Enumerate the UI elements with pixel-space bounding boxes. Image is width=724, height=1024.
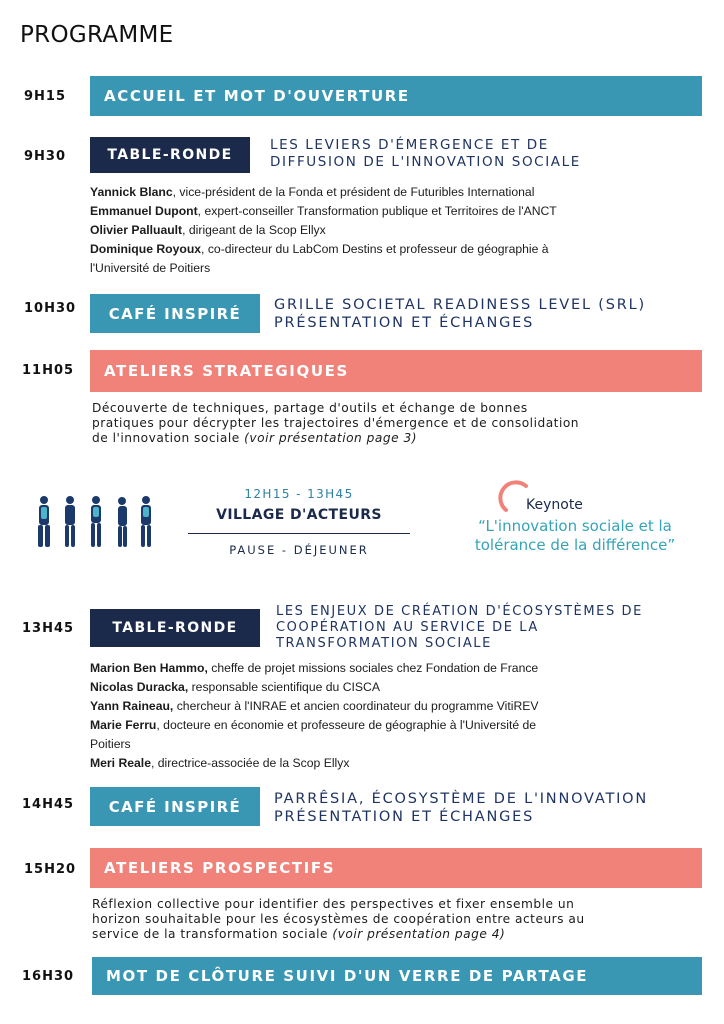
desc-line: Découverte de techniques, partage d'outils et échange de bonnes [92,401,528,415]
ateliers-prospectifs-bar: ATELIERS PROSPECTIFS [90,848,702,888]
speaker-role: , dirigeant de la Scop Ellyx [182,223,326,237]
mot-de-cloture-bar: MOT DE CLÔTURE SUIVI D'UN VERRE DE PARTAGE [92,957,702,995]
desc-line: horizon souhaitable pour les écosystèmes de coopération entre acteurs au [92,912,585,926]
speaker-name: Marie Ferru [90,718,157,732]
speaker-role: , directrice-associée de la Scop Ellyx [150,756,350,770]
table-ronde-2-heading [276,604,643,652]
time-9h30: 9H30 [24,149,67,164]
speaker-name: Yann Raineau, [90,699,174,713]
speaker-row [90,678,710,697]
speaker-row [90,202,710,221]
speaker-name: Emmanuel Dupont [90,204,198,218]
village-divider [188,533,410,534]
time-15h20: 15H20 [24,862,77,877]
speaker-row [90,754,710,773]
speakers-list-1 [90,183,710,278]
village-title: VILLAGE D'ACTEURS [216,507,382,523]
desc-line: Réflexion collective pour identifier des perspectives et fixer ensemble un [92,897,575,911]
cafe-inspire-2-heading [274,790,648,826]
time-16h30: 16H30 [22,969,75,984]
ateliers-strategiques-bar: ATELIERS STRATEGIQUES [90,350,702,392]
heading-line: TRANSFORMATION SOCIALE [276,636,492,651]
heading-line: GRILLE SOCIETAL READINESS LEVEL (SRL) [274,297,646,313]
speakers-list-2 [90,659,710,773]
speaker-row [90,716,710,735]
heading-line: DIFFUSION DE L'INNOVATION SOCIALE [270,154,581,170]
heading-line: COOPÉRATION AU SERVICE DE LA [276,620,539,635]
desc-line [92,927,708,942]
heading-line: LES ENJEUX DE CRÉATION D'ÉCOSYSTÈMES DE [276,604,643,619]
time-9h15: 9H15 [24,89,67,104]
village-subtitle: PAUSE - DÉJEUNER [229,543,369,557]
desc-text: service de la transformation sociale [92,927,333,941]
session-accueil-bar: ACCUEIL ET MOT D'OUVERTURE [90,76,702,116]
time-10h30: 10H30 [24,301,77,316]
speaker-role: , expert-conseiller Transformation publique et Territoires de l'ANCT [197,204,557,218]
keynote-label: Keynote [526,497,583,513]
speaker-role: , vice-président de la Fonda et président de Futuribles International [172,185,535,199]
keynote-quote [440,517,710,555]
table-ronde-1-heading [270,137,581,171]
quote-line: “L'innovation sociale et la [478,517,672,535]
cafe-inspire-chip-1: CAFÉ INSPIRÉ [90,294,260,333]
speaker-name: Meri Reale [90,756,151,770]
heading-line: LES LEVIERS D'ÉMERGENCE ET DE [270,137,549,153]
speaker-row [90,659,710,678]
speaker-role: l'Université de Poitiers [90,261,211,275]
speaker-name: Marion Ben Hammo, [90,661,208,675]
ateliers-strategiques-desc [92,401,708,446]
page-title: PROGRAMME [20,22,174,48]
heading-line: PRÉSENTATION ET ÉCHANGES [274,315,535,331]
speaker-name: Nicolas Duracka, [90,680,189,694]
cafe-inspire-chip-2: CAFÉ INSPIRÉ [90,787,260,826]
time-14h45: 14H45 [22,797,75,812]
speaker-role: responsable scientifique du CISCA [188,680,380,694]
speaker-row [90,240,710,259]
speaker-role: , co-directeur du LabCom Destins et professeur de géographie à [201,242,549,256]
page-reference: (voir présentation page 3) [244,431,417,445]
table-ronde-chip-1: TABLE-RONDE [90,137,250,173]
desc-text: de l'innovation sociale [92,431,245,445]
desc-line: pratiques pour décrypter les trajectoires d'émergence et de consolidation [92,416,580,430]
desc-line [92,431,708,446]
speaker-row [90,735,710,754]
people-illustration-icon [30,492,160,552]
ateliers-prospectifs-desc [92,897,708,942]
speaker-role: Poitiers [90,737,131,751]
heading-line: PRÉSENTATION ET ÉCHANGES [274,809,535,825]
speaker-row [90,221,710,240]
village-time: 12H15 - 13H45 [244,487,354,501]
time-13h45: 13H45 [22,621,75,636]
heading-line: PARRÊSIA, ÉCOSYSTÈME DE L'INNOVATION [274,791,649,807]
table-ronde-chip-2: TABLE-RONDE [90,609,260,647]
speaker-row [90,259,710,278]
page-reference: (voir présentation page 4) [332,927,506,941]
speaker-role: cheffe de projet missions sociales chez Fondation de France [207,661,539,675]
speaker-name: Olivier Palluault [90,223,183,237]
speaker-name: Yannick Blanc [90,185,173,199]
speaker-role: , docteure en économie et professeure de géographie à l'Université de [156,718,537,732]
quote-line: tolérance de la différence” [474,536,676,554]
speaker-role: chercheur à l'INRAE et ancien coordinateur du programme VitiREV [173,699,539,713]
time-11h05: 11H05 [22,363,75,378]
speaker-name: Dominique Royoux [90,242,202,256]
speaker-row [90,183,710,202]
speaker-row [90,697,710,716]
cafe-inspire-1-heading [274,296,646,332]
